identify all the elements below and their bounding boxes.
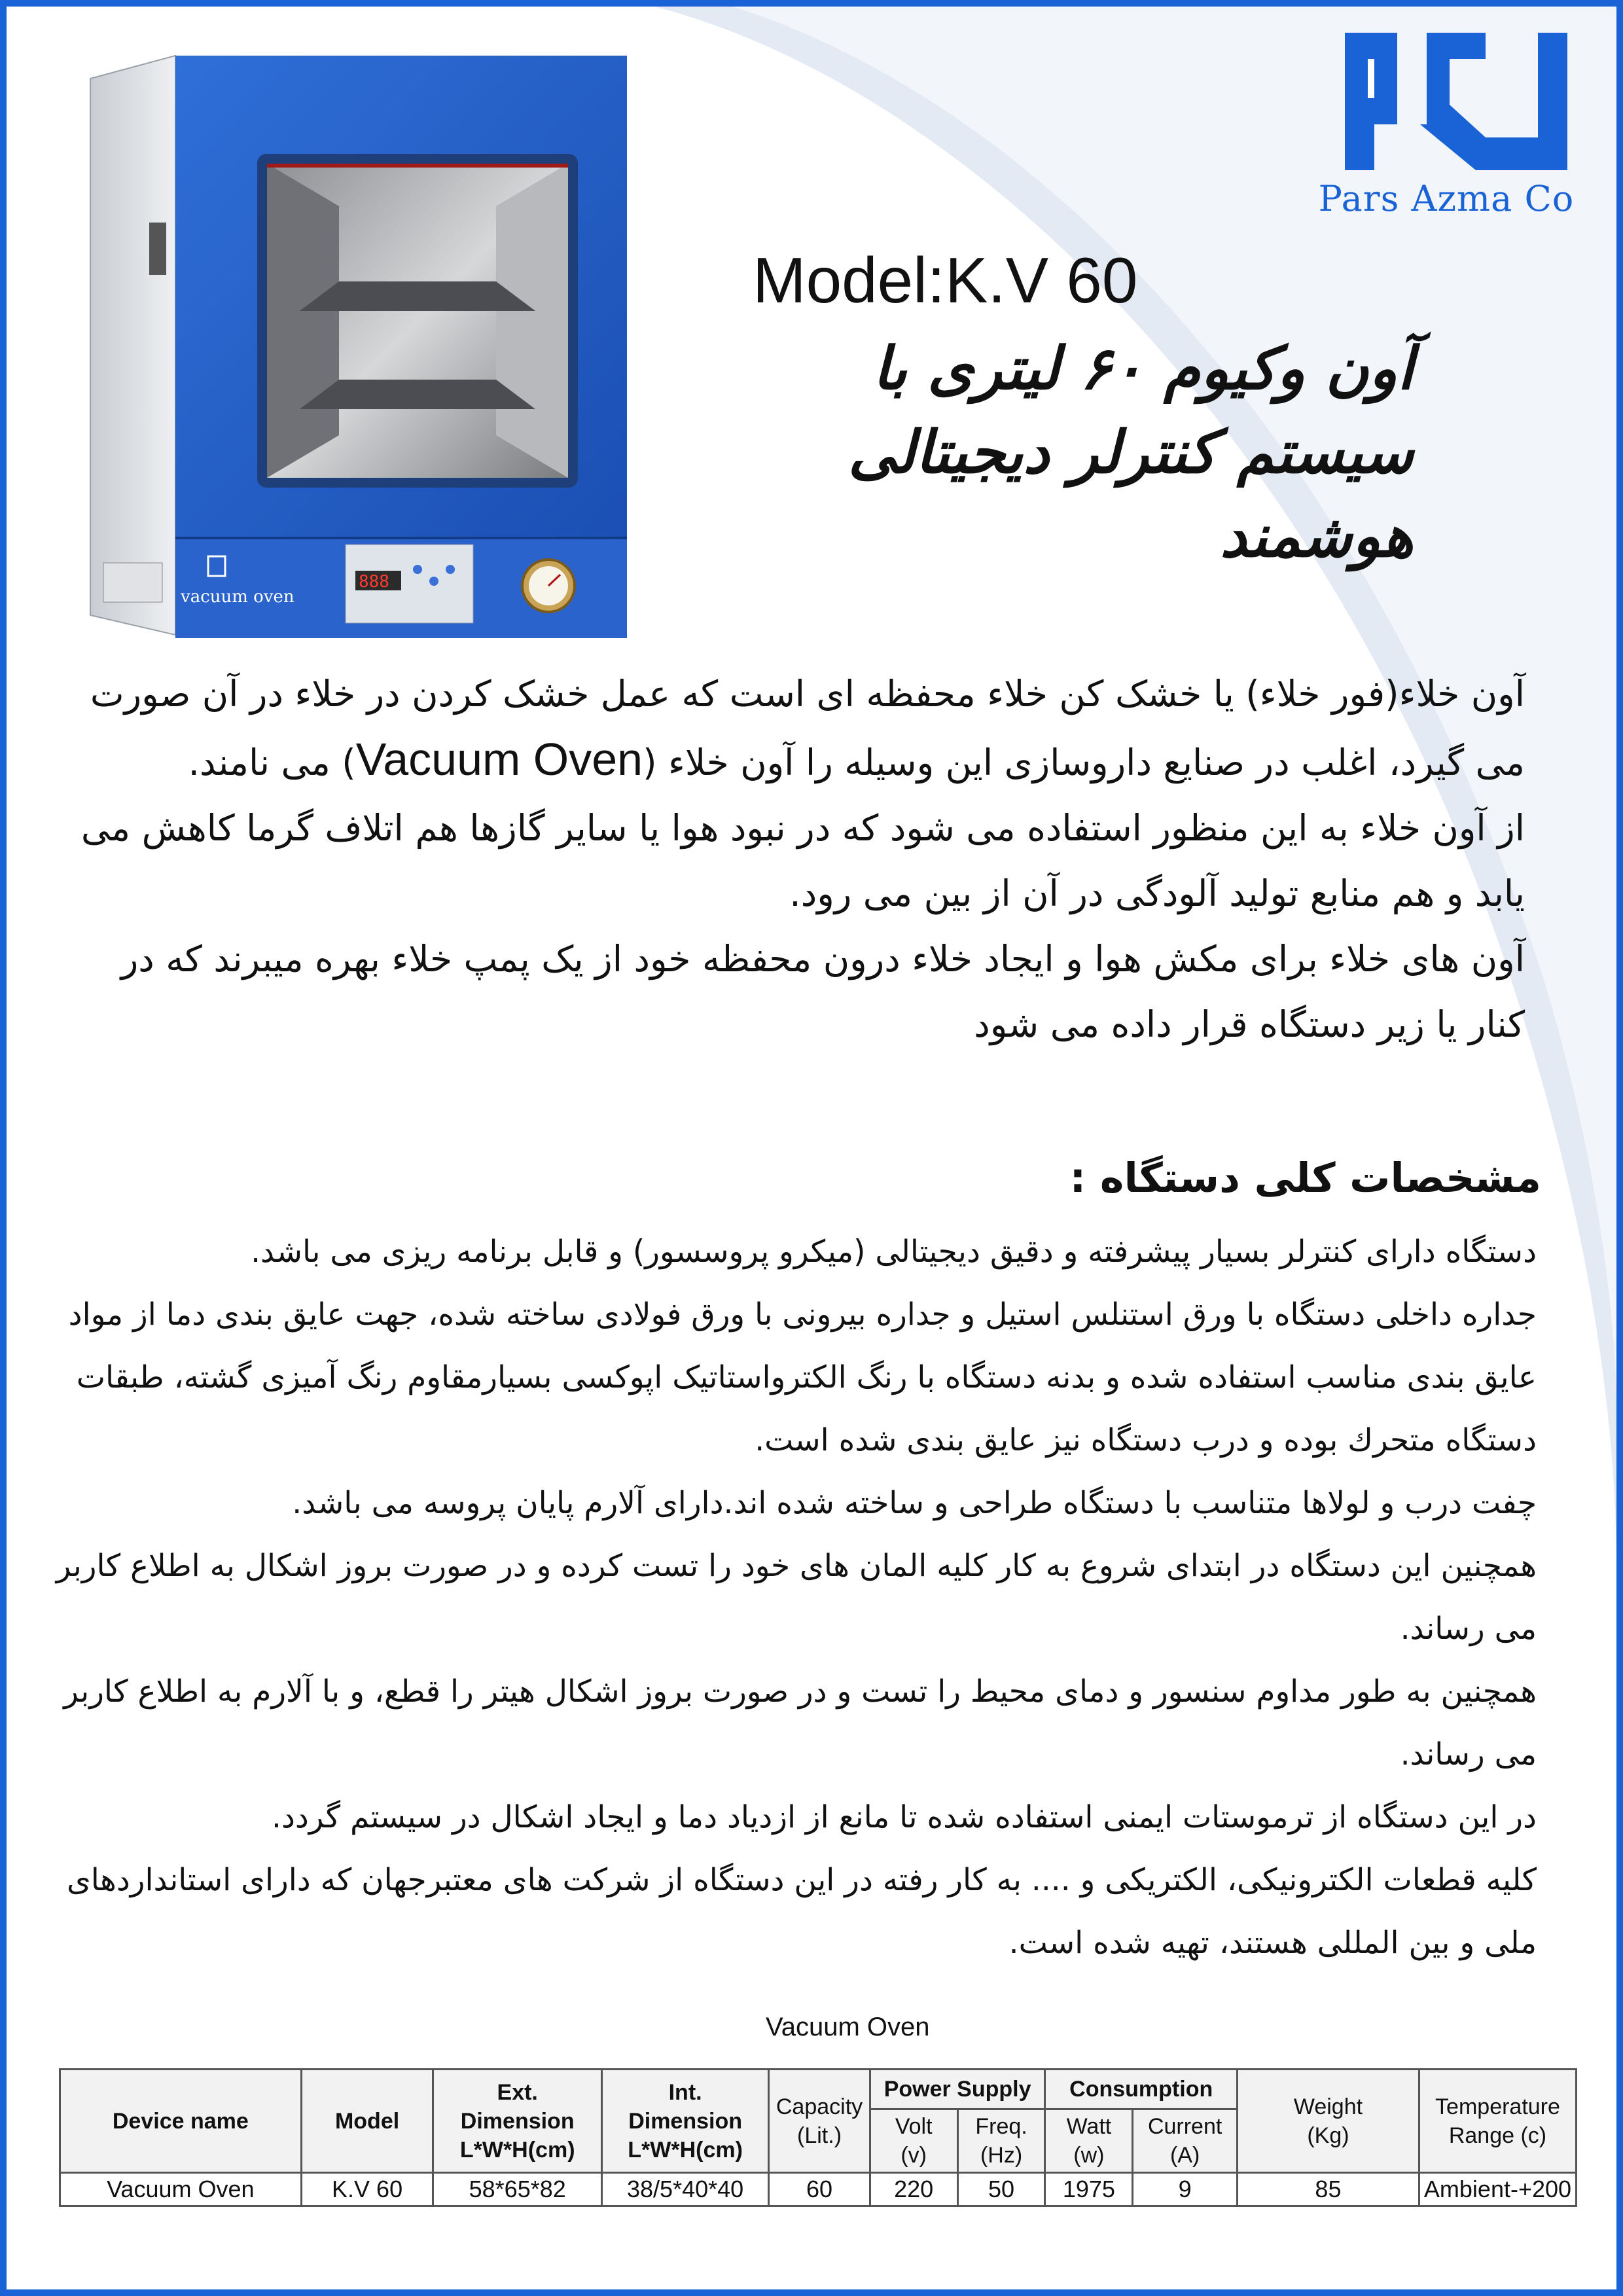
company-name: Pars Azma Co xyxy=(1318,178,1575,219)
cell-freq: 50 xyxy=(957,2173,1045,2206)
header-weight: Weight (Kg) xyxy=(1237,2070,1419,2173)
header-ext-dimension: Ext. Dimension L*W*H(cm) xyxy=(433,2070,601,2173)
header-model: Model xyxy=(301,2070,433,2173)
cell-weight: 85 xyxy=(1237,2173,1419,2206)
vacuum-oven-image xyxy=(77,52,640,641)
product-headline xyxy=(707,327,1414,579)
cell-model: K.V 60 xyxy=(301,2173,433,2206)
header-consumption: Consumption xyxy=(1045,2070,1237,2109)
intro-paragraph: آون خلاء(فور خلاء) یا خشک کن خلاء محفظه ای است که عمل خشک کردن در خلاء در آن صورت می گیرد، اغلب در صنایع داروسازی این وسیله را آون خلاء (Vacuum Oven) می نامند. xyxy=(90,673,1525,785)
spec-paragraph: چفت درب و لولاها متناسب با دستگاه طراحی و ساخته شده اند.دارای آلارم پایان پروسه می باشد. xyxy=(292,1485,1537,1521)
header-temperature-range: Temperature Range (c) xyxy=(1419,2070,1576,2173)
spec-paragraph: دستگاه دارای کنترلر بسیار پیشرفته و دقیق دیجیتالی (میکرو پروسسور) و قابل برنامه ریزی می باشد. xyxy=(251,1234,1537,1270)
intro-paragraph: آون های خلاء برای مکش هوا و ایجاد خلاء درون محفظه خود از یک پمپ خلاء بهره میبرند که در کنار یا زیر دستگاه قرار داده می شود xyxy=(120,938,1525,1045)
cell-ext-dimension: 58*65*82 xyxy=(433,2173,601,2206)
cell-capacity: 60 xyxy=(769,2173,870,2206)
header-int-dimension: Int. Dimension L*W*H(cm) xyxy=(601,2070,768,2173)
header-volt: Volt (v) xyxy=(870,2109,957,2173)
headline-line: سیستم کنترلر دیجیتالی xyxy=(848,418,1414,487)
cell-watt: 1975 xyxy=(1045,2173,1133,2206)
table-header-row xyxy=(60,2070,1577,2109)
intro-section xyxy=(72,661,1525,1057)
intro-paragraph: از آون خلاء به این منظور استفاده می شود که در نبود هوا یا سایر گازها هم اتلاف گرما کاهش می یابد و هم منابع تولید آلودگی در آن از بین می رود. xyxy=(80,807,1525,914)
spec-paragraph: در این دستگاه از ترموستات ایمنی استفاده شده تا مانع از ازدیاد دما و ایجاد اشکال در سیستم گردد. xyxy=(272,1799,1537,1835)
specs-section xyxy=(18,1221,1537,1975)
spec-paragraph: جداره داخلی دستگاه با ورق استنلس استیل و جداره بیرونی با ورق فولادی ساخته شده، جهت عایق بندی دما از مواد عایق بندی مناسب استفاده شده و بدنه دستگاه با رنگ الکترواستاتیک اپوکسی بسیارمقاوم رنگ آمیزی گشته، طبقات دستگاه متحرك بوده و درب دستگاه نیز عایق بندی شده است. xyxy=(68,1297,1537,1458)
model-label: Model:K.V 60 xyxy=(753,244,1138,316)
oven-panel-label: vacuum oven xyxy=(181,587,294,607)
table-row xyxy=(60,2173,1577,2206)
headline-line: آون وکیوم ۶۰ لیتری با xyxy=(872,334,1414,403)
header-current: Current (A) xyxy=(1133,2109,1238,2173)
header-device-name: Device name xyxy=(60,2070,302,2173)
headline-line: هوشمند xyxy=(1220,502,1414,571)
cell-current: 9 xyxy=(1133,2173,1238,2206)
header-capacity: Capacity (Lit.) xyxy=(769,2070,870,2173)
cell-device-name: Vacuum Oven xyxy=(60,2173,302,2206)
vacuum-oven-term: Vacuum Oven xyxy=(355,734,643,785)
spec-paragraph: همچنین این دستگاه در ابتدای شروع به کار کلیه المان های خود را تست کرده و در صورت بروز اشکال به اطلاع کاربر می رساند. xyxy=(56,1548,1537,1647)
header-power-supply: Power Supply xyxy=(870,2070,1045,2109)
oven-display-readout: 888 xyxy=(359,572,389,592)
header-freq: Freq. (Hz) xyxy=(957,2109,1045,2173)
table-caption: Vacuum Oven xyxy=(766,2013,930,2041)
specs-heading: مشخصات کلی دستگاه : xyxy=(1069,1154,1541,1202)
spec-paragraph: کلیه قطعات الکترونیکی، الکتریکی و .... به کار رفته در این دستگاه از شرکت های معتبرجهان که دارای استانداردهای ملی و بین المللی هستند، تهیه شده است. xyxy=(66,1862,1537,1961)
specification-table xyxy=(59,2068,1577,2207)
spec-paragraph: همچنین به طور مداوم سنسور و دمای محیط را تست و در صورت بروز اشکال هیتر را قطع، و با آلارم به اطلاع کاربر می رساند. xyxy=(63,1674,1537,1772)
cell-volt: 220 xyxy=(870,2173,957,2206)
cell-int-dimension: 38/5*40*40 xyxy=(601,2173,768,2206)
cell-temperature-range: Ambient-+200 xyxy=(1419,2173,1576,2206)
header-watt: Watt (w) xyxy=(1045,2109,1133,2173)
